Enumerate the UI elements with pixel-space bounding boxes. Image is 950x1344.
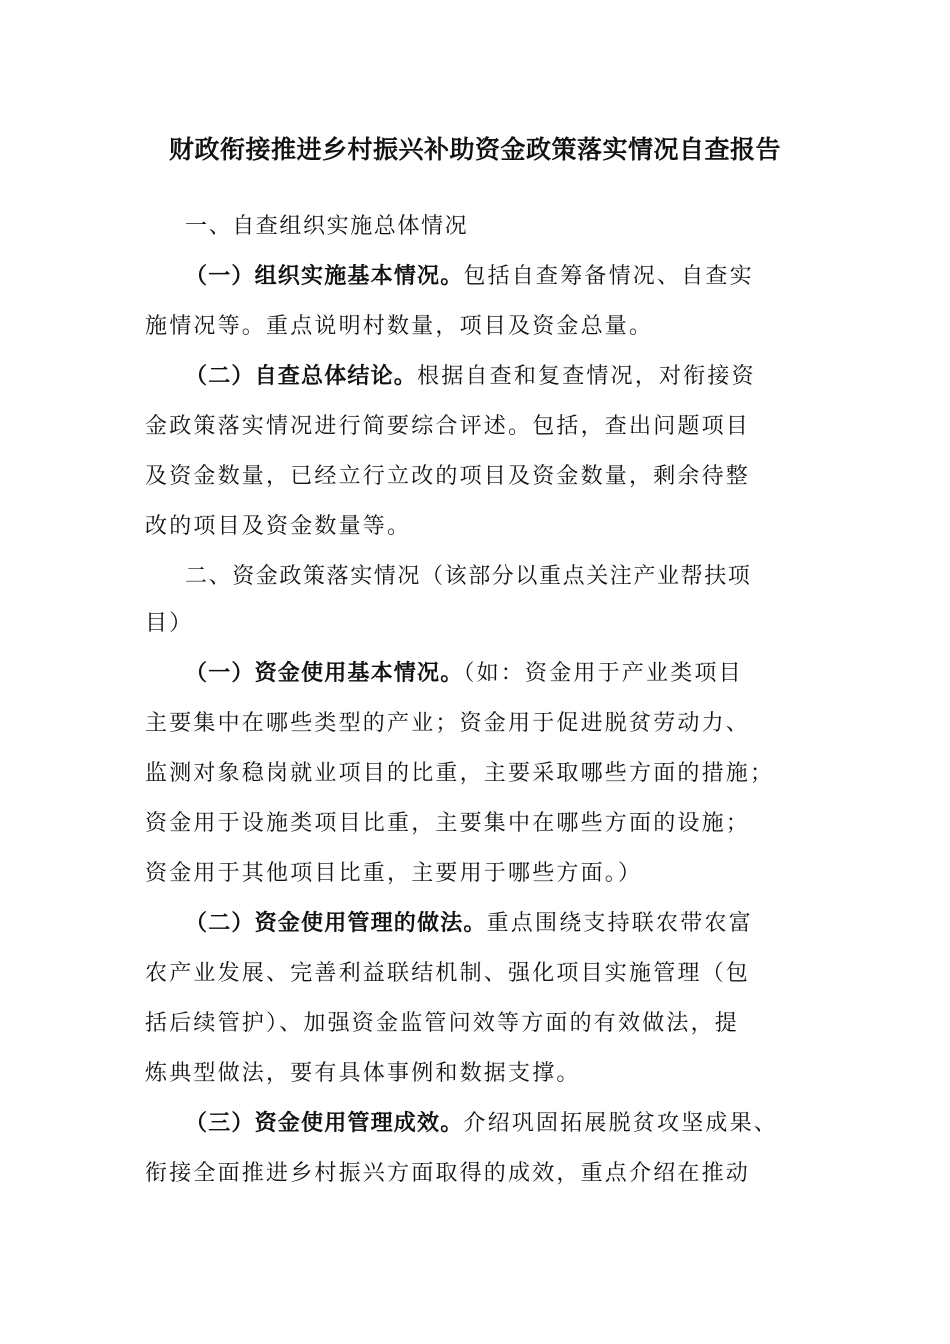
paragraph-2-2-line [145, 1056, 581, 1092]
line-text: 农产业发展、完善利益联结机制、强化项目实施管理（包 [145, 961, 751, 986]
paragraph-2-1-line [185, 656, 743, 692]
line-text: 一、自查组织实施总体情况 [185, 214, 469, 239]
document-title: 财政衔接推进乡村振兴补助资金政策落实情况自查报告 [168, 135, 781, 164]
paragraph-1-2-line [145, 459, 750, 495]
subheading-bold: （一）组织实施基本情况。 [185, 264, 464, 289]
line-text: 及资金数量，已经立行立改的项目及资金数量，剩余待整 [145, 464, 751, 489]
line-text: 衔接全面推进乡村振兴方面取得的成效，重点介绍在推动 [145, 1161, 751, 1186]
paragraph-2-2-line [185, 906, 753, 942]
paragraph-2-1-line [145, 806, 750, 842]
line-text: 改的项目及资金数量等。 [145, 514, 412, 539]
line-text: 资金用于设施类项目比重，主要集中在哪些方面的设施； [145, 811, 751, 836]
line-text: 施情况等。重点说明村数量，项目及资金总量。 [145, 314, 654, 339]
line-text: 目） [145, 611, 194, 636]
line-text: 介绍巩固拓展脱贫攻坚成果、 [463, 1111, 779, 1136]
paragraph-1-1-line [185, 259, 754, 295]
section-heading-2-line [145, 606, 193, 642]
paragraph-1-2-line [145, 509, 411, 545]
line-text: 根据自查和复查情况，对衔接资 [417, 364, 756, 389]
section-heading-2 [185, 559, 751, 595]
line-text: 金政策落实情况进行简要综合评述。包括，查出问题项目 [145, 414, 751, 439]
line-text: 二、资金政策落实情况（该部分以重点关注产业帮扶项 [185, 564, 752, 589]
paragraph-2-2-line [145, 1006, 739, 1042]
subheading-bold: （一）资金使用基本情况。 [185, 661, 464, 686]
paragraph-1-2-line [185, 359, 756, 395]
paragraph-2-3-line [185, 1106, 778, 1142]
line-text: 主要集中在哪些类型的产业；资金用于促进脱贫劳动力、 [145, 711, 751, 736]
section-heading-1 [185, 209, 468, 245]
subheading-bold: （二）自查总体结论。 [185, 364, 418, 389]
line-text: （如：资金用于产业类项目 [463, 661, 743, 686]
paragraph-1-1-line [145, 309, 653, 345]
paragraph-2-3-line [145, 1156, 750, 1192]
subheading-bold: （三）资金使用管理成效。 [185, 1111, 464, 1136]
paragraph-2-2-line [145, 956, 750, 992]
paragraph-1-2-line [145, 409, 750, 445]
subheading-bold: （二）资金使用管理的做法。 [185, 911, 487, 936]
line-text: 炼典型做法，要有具体事例和数据支撑。 [145, 1061, 581, 1086]
line-text: 监测对象稳岗就业项目的比重，主要采取哪些方面的措施； [145, 761, 775, 786]
line-text: 资金用于其他项目比重，主要用于哪些方面。） [145, 861, 643, 886]
paragraph-2-1-line [145, 706, 750, 742]
line-text: 重点围绕支持联农带农富 [486, 911, 753, 936]
line-text: 括后续管护）、加强资金监管问效等方面的有效做法，提 [145, 1011, 740, 1036]
paragraph-2-1-line [145, 756, 774, 792]
paragraph-2-1-line [145, 856, 642, 892]
line-text: 包括自查筹备情况、自查实 [463, 264, 754, 289]
